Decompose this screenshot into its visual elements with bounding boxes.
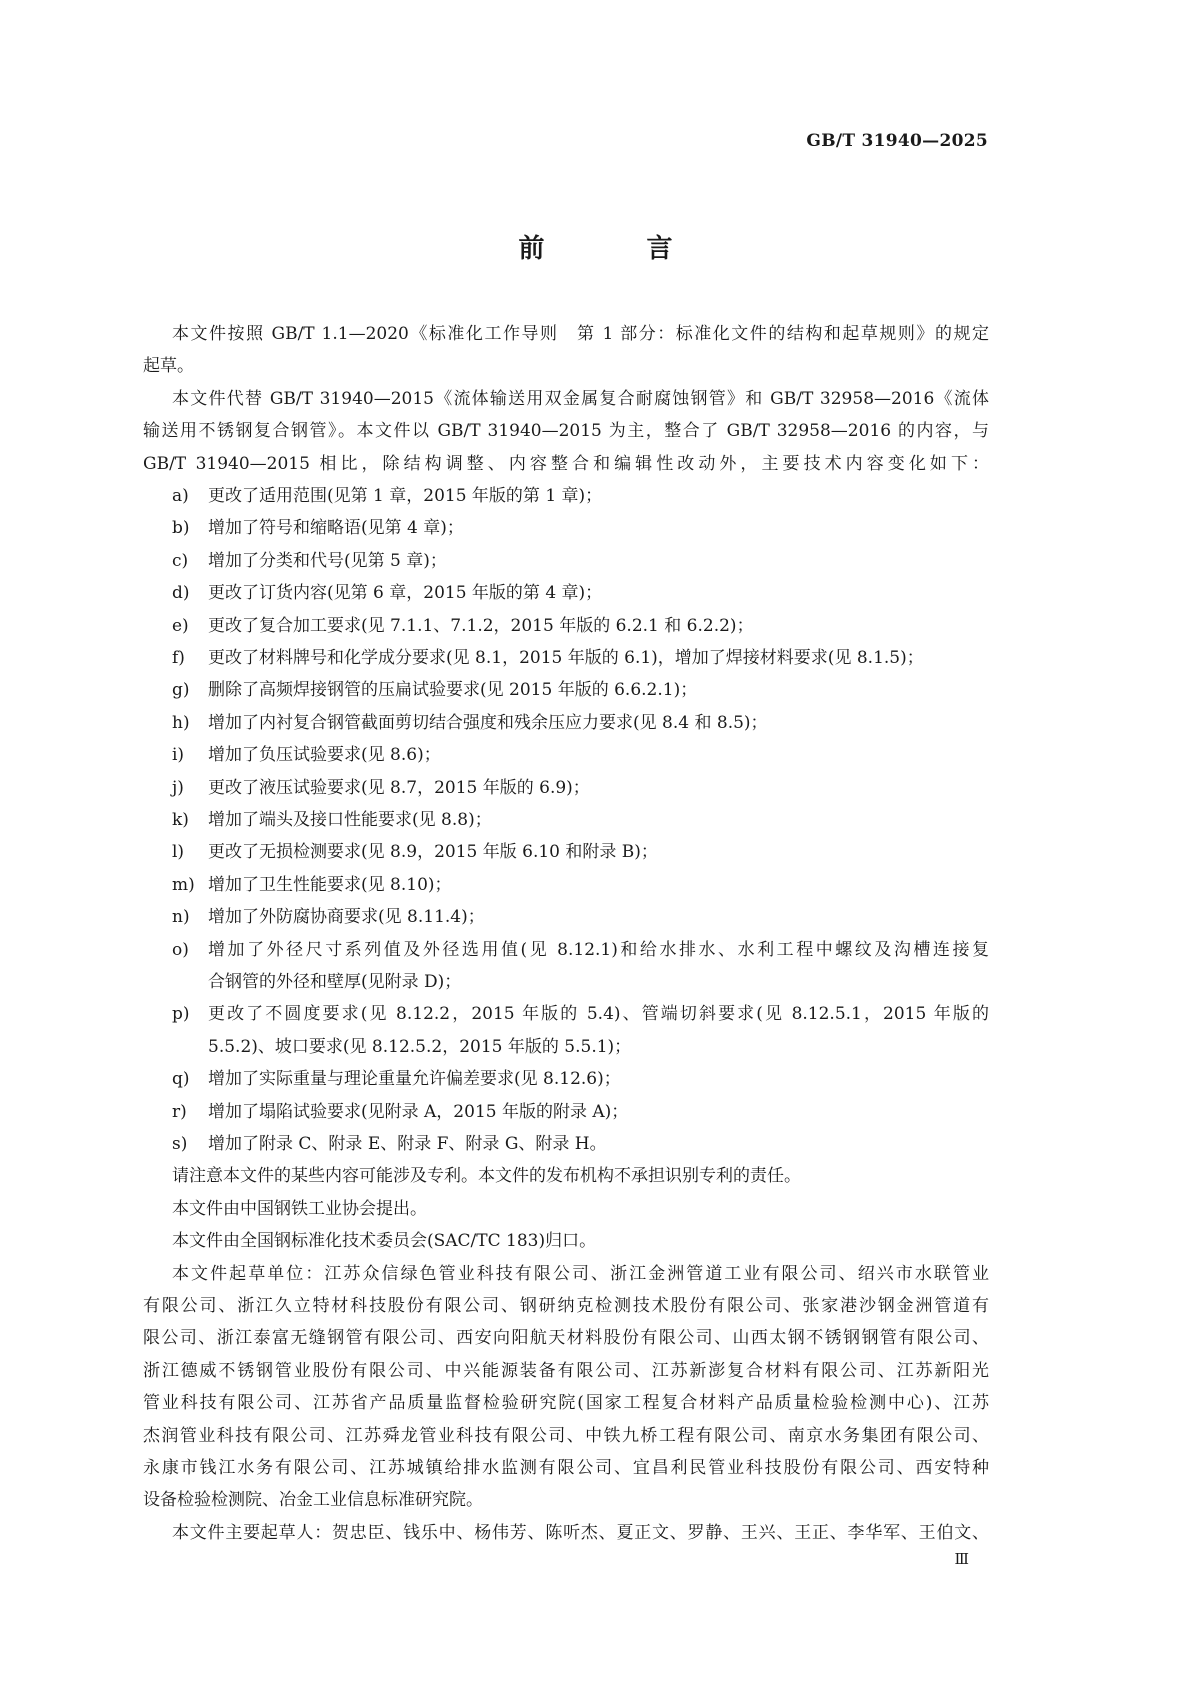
list-item-label: e) xyxy=(172,615,189,636)
list-item-label: g) xyxy=(172,680,190,701)
text-line: 更改了不圆度要求(见 8.12.2，2015 年版的 5.4)、管端切斜要求(见 8.12.5.1，2015 年版的 xyxy=(208,1004,989,1025)
list-item-text xyxy=(208,642,989,674)
list-item-text xyxy=(208,1063,989,1095)
text-line: 增加了附录 C、附录 E、附录 F、附录 G、附录 H。 xyxy=(208,1134,607,1155)
list-item-label: s) xyxy=(172,1134,188,1155)
text-line: 更改了材料牌号和化学成分要求(见 8.1，2015 年版的 6.1)，增加了焊接材料要求(见 8.1.5)； xyxy=(208,647,924,668)
text-line: 增加了符号和缩略语(见第 4 章)； xyxy=(208,518,464,539)
text-line: 更改了无损检测要求(见 8.9，2015 年版 6.10 和附录 B)； xyxy=(208,842,658,863)
text-line: 管业科技有限公司、江苏省产品质量监督检验研究院(国家工程复合材料产品质量检验检测中心)、江苏 xyxy=(143,1393,989,1414)
text-line: 增加了外防腐协商要求(见 8.11.4)； xyxy=(208,907,485,928)
text-line: 限公司、浙江泰富无缝钢管有限公司、西安向阳航天材料股份有限公司、山西太钢不锈钢钢管有限公司、 xyxy=(143,1328,989,1349)
text-line: 更改了订货内容(见第 6 章，2015 年版的第 4 章)； xyxy=(208,583,603,604)
list-item-label: h) xyxy=(172,712,190,733)
paragraph xyxy=(143,1160,989,1192)
list-item-text xyxy=(208,739,989,771)
text-line: 增加了卫生性能要求(见 8.10)； xyxy=(208,874,452,895)
list-item-text xyxy=(208,512,989,544)
list-item-text xyxy=(208,480,989,512)
document-body xyxy=(143,318,989,1549)
paragraph xyxy=(143,318,989,383)
paragraph xyxy=(143,1517,989,1549)
list-item-text xyxy=(208,545,989,577)
paragraph xyxy=(143,1258,989,1517)
text-line: 杰润管业科技有限公司、江苏舜龙管业科技有限公司、中铁九桥工程有限公司、南京水务集团有限公司、 xyxy=(143,1425,989,1446)
list-item-text xyxy=(208,674,989,706)
change-list-item xyxy=(143,772,989,804)
list-item-label: b) xyxy=(172,518,190,539)
text-line: 更改了液压试验要求(见 8.7，2015 年版的 6.9)； xyxy=(208,777,590,798)
text-line: 本文件按照 GB/T 1.1—2020《标准化工作导则 第 1 部分：标准化文件的结构和起草规则》的规定 xyxy=(172,324,989,344)
change-list-item xyxy=(143,512,989,544)
change-list-item xyxy=(143,1063,989,1095)
change-list-item xyxy=(143,901,989,933)
text-line: 本文件代替 GB/T 31940—2015《流体输送用双金属复合耐腐蚀钢管》和 GB/T 32958—2016《流体 xyxy=(172,388,989,409)
list-item-label: m) xyxy=(172,874,195,895)
list-item-text xyxy=(208,998,989,1063)
change-list-item xyxy=(143,934,989,999)
change-list-item xyxy=(143,577,989,609)
list-item-label: f) xyxy=(172,647,185,668)
list-item-text xyxy=(208,610,989,642)
text-line: 本文件主要起草人：贺忠臣、钱乐中、杨伟芳、陈听杰、夏正文、罗静、王兴、王正、李华军、王伯文、 xyxy=(172,1522,989,1543)
change-list-item xyxy=(143,739,989,771)
text-line: 请注意本文件的某些内容可能涉及专利。本文件的发布机构不承担识别专利的责任。 xyxy=(172,1166,801,1187)
text-line: 浙江德威不锈钢管业股份有限公司、中兴能源装备有限公司、江苏新澎复合材料有限公司、江苏新阳光 xyxy=(143,1360,989,1381)
text-line: 本文件起草单位：江苏众信绿色管业科技有限公司、浙江金洲管道工业有限公司、绍兴市水联管业 xyxy=(172,1263,989,1284)
paragraph xyxy=(143,383,989,480)
change-list-item xyxy=(143,836,989,868)
text-line: 输送用不锈钢复合钢管》。本文件以 GB/T 31940—2015 为主，整合了 GB/T 32958—2016 的内容，与 xyxy=(143,421,989,442)
text-line: 5.5.2)、坡口要求(见 8.12.5.2，2015 年版的 5.5.1)； xyxy=(208,1036,632,1057)
text-line: GB/T 31940—2015 相比，除结构调整、内容整合和编辑性改动外，主要技术内容变化如下： xyxy=(143,453,989,474)
page-title: 前 言 xyxy=(518,234,711,264)
list-item-label: p) xyxy=(172,1004,190,1025)
list-item-text xyxy=(208,707,989,739)
text-line: 永康市钱江水务有限公司、江苏城镇给排水监测有限公司、宜昌利民管业科技股份有限公司、西安特种 xyxy=(143,1457,989,1478)
text-line: 合钢管的外径和壁厚(见附录 D)； xyxy=(208,972,462,993)
change-list-item xyxy=(143,642,989,674)
list-item-text xyxy=(208,804,989,836)
text-line: 增加了实际重量与理论重量允许偏差要求(见 8.12.6)； xyxy=(208,1069,621,1090)
change-list-item xyxy=(143,1128,989,1160)
list-item-label: r) xyxy=(172,1101,187,1122)
list-item-text xyxy=(208,934,989,999)
list-item-label: j) xyxy=(172,777,184,798)
list-item-text xyxy=(208,577,989,609)
text-line: 设备检验检测院、冶金工业信息标准研究院。 xyxy=(143,1490,483,1511)
text-line: 删除了高频焊接钢管的压扁试验要求(见 2015 年版的 6.6.2.1)； xyxy=(208,680,698,701)
change-list-item xyxy=(143,674,989,706)
list-item-label: k) xyxy=(172,810,189,831)
list-item-label: l) xyxy=(172,842,185,863)
text-line: 增加了塌陷试验要求(见附录 A，2015 年版的附录 A)； xyxy=(208,1101,629,1122)
list-item-text xyxy=(208,869,989,901)
list-item-label: o) xyxy=(172,939,189,960)
list-item-label: n) xyxy=(172,907,190,928)
text-line: 起草。 xyxy=(143,356,194,377)
list-item-label: i) xyxy=(172,745,185,766)
list-item-label: d) xyxy=(172,583,190,604)
text-line: 增加了负压试验要求(见 8.6)； xyxy=(208,745,441,766)
change-list-item xyxy=(143,869,989,901)
text-line: 增加了外径尺寸系列值及外径选用值(见 8.12.1)和给水排水、水利工程中螺纹及沟槽连接复 xyxy=(208,939,989,960)
text-line: 本文件由全国钢标准化技术委员会(SAC/TC 183)归口。 xyxy=(172,1231,597,1252)
paragraph xyxy=(143,1225,989,1257)
document-number: GB/T 31940—2025 xyxy=(806,131,988,151)
change-list-item xyxy=(143,804,989,836)
change-list-item xyxy=(143,998,989,1063)
list-item-text xyxy=(208,836,989,868)
text-line: 增加了端头及接口性能要求(见 8.8)； xyxy=(208,810,492,831)
page-number: Ⅲ xyxy=(954,1550,969,1568)
list-item-text xyxy=(208,1096,989,1128)
list-item-label: a) xyxy=(172,485,189,506)
change-list-item xyxy=(143,610,989,642)
list-item-text xyxy=(208,772,989,804)
change-list-item xyxy=(143,1096,989,1128)
list-item-text xyxy=(208,1128,989,1160)
text-line: 更改了适用范围(见第 1 章，2015 年版的第 1 章)； xyxy=(208,485,603,506)
text-line: 更改了复合加工要求(见 7.1.1、7.1.2，2015 年版的 6.2.1 和 6.2.2)； xyxy=(208,615,754,636)
text-line: 本文件由中国钢铁工业协会提出。 xyxy=(172,1198,427,1219)
paragraph xyxy=(143,1193,989,1225)
text-line: 有限公司、浙江久立特材科技股份有限公司、钢研纳克检测技术股份有限公司、张家港沙钢金洲管道有 xyxy=(143,1295,989,1316)
text-line: 增加了分类和代号(见第 5 章)； xyxy=(208,550,447,571)
list-item-label: q) xyxy=(172,1069,190,1090)
change-list-item xyxy=(143,707,989,739)
change-list-item xyxy=(143,480,989,512)
change-list-item xyxy=(143,545,989,577)
list-item-label: c) xyxy=(172,550,189,571)
text-line: 增加了内衬复合钢管截面剪切结合强度和残余压应力要求(见 8.4 和 8.5)； xyxy=(208,712,768,733)
list-item-text xyxy=(208,901,989,933)
